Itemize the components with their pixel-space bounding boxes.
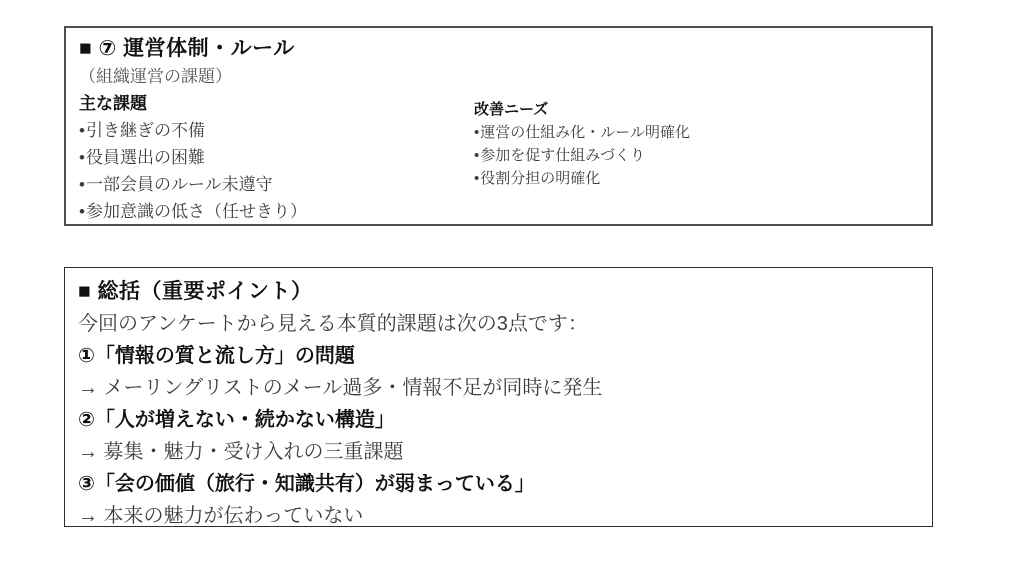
main-issues-column [79, 90, 474, 225]
point-heading: ②「人が増えない・続かない構造」 [78, 409, 395, 431]
list-item: • 引き継ぎの不備 [79, 117, 474, 144]
operations-columns [79, 90, 917, 225]
list-item: • 参加意識の低さ（任せきり） [79, 198, 474, 225]
operations-subtitle: （組織運営の課題） [79, 67, 232, 86]
point-detail: → メーリングリストのメール過多・情報不足が同時に発生 [78, 377, 603, 399]
summary-point [78, 404, 918, 468]
summary-point [78, 468, 918, 532]
list-item: • 運営の仕組み化・ルール明確化 [474, 121, 690, 144]
improvement-needs-column [474, 98, 690, 190]
main-issues-list [79, 117, 474, 225]
section-operations-box [64, 26, 933, 226]
point-heading: ①「情報の質と流し方」の問題 [78, 345, 355, 367]
list-item: • 役員選出の困難 [79, 144, 474, 171]
improvement-needs-heading: 改善ニーズ [474, 101, 549, 118]
improvement-needs-list [474, 121, 690, 190]
summary-title: ■ 総括（重要ポイント） [78, 280, 313, 303]
list-item: • 参加を促す仕組みづくり [474, 144, 690, 167]
point-detail: → 本来の魅力が伝わっていない [78, 505, 364, 527]
main-issues-heading: 主な課題 [79, 94, 147, 113]
list-item: • 一部会員のルール未遵守 [79, 171, 474, 198]
summary-point [78, 340, 918, 404]
section-summary-box [64, 267, 933, 527]
list-item: • 役割分担の明確化 [474, 167, 690, 190]
operations-title: ■ ⑦ 運営体制・ルール [79, 37, 295, 60]
point-heading: ③「会の価値（旅行・知識共有）が弱まっている」 [78, 473, 535, 495]
summary-intro: 今回のアンケートから見える本質的課題は次の3点です： [78, 313, 588, 335]
point-detail: → 募集・魅力・受け入れの三重課題 [78, 441, 404, 463]
